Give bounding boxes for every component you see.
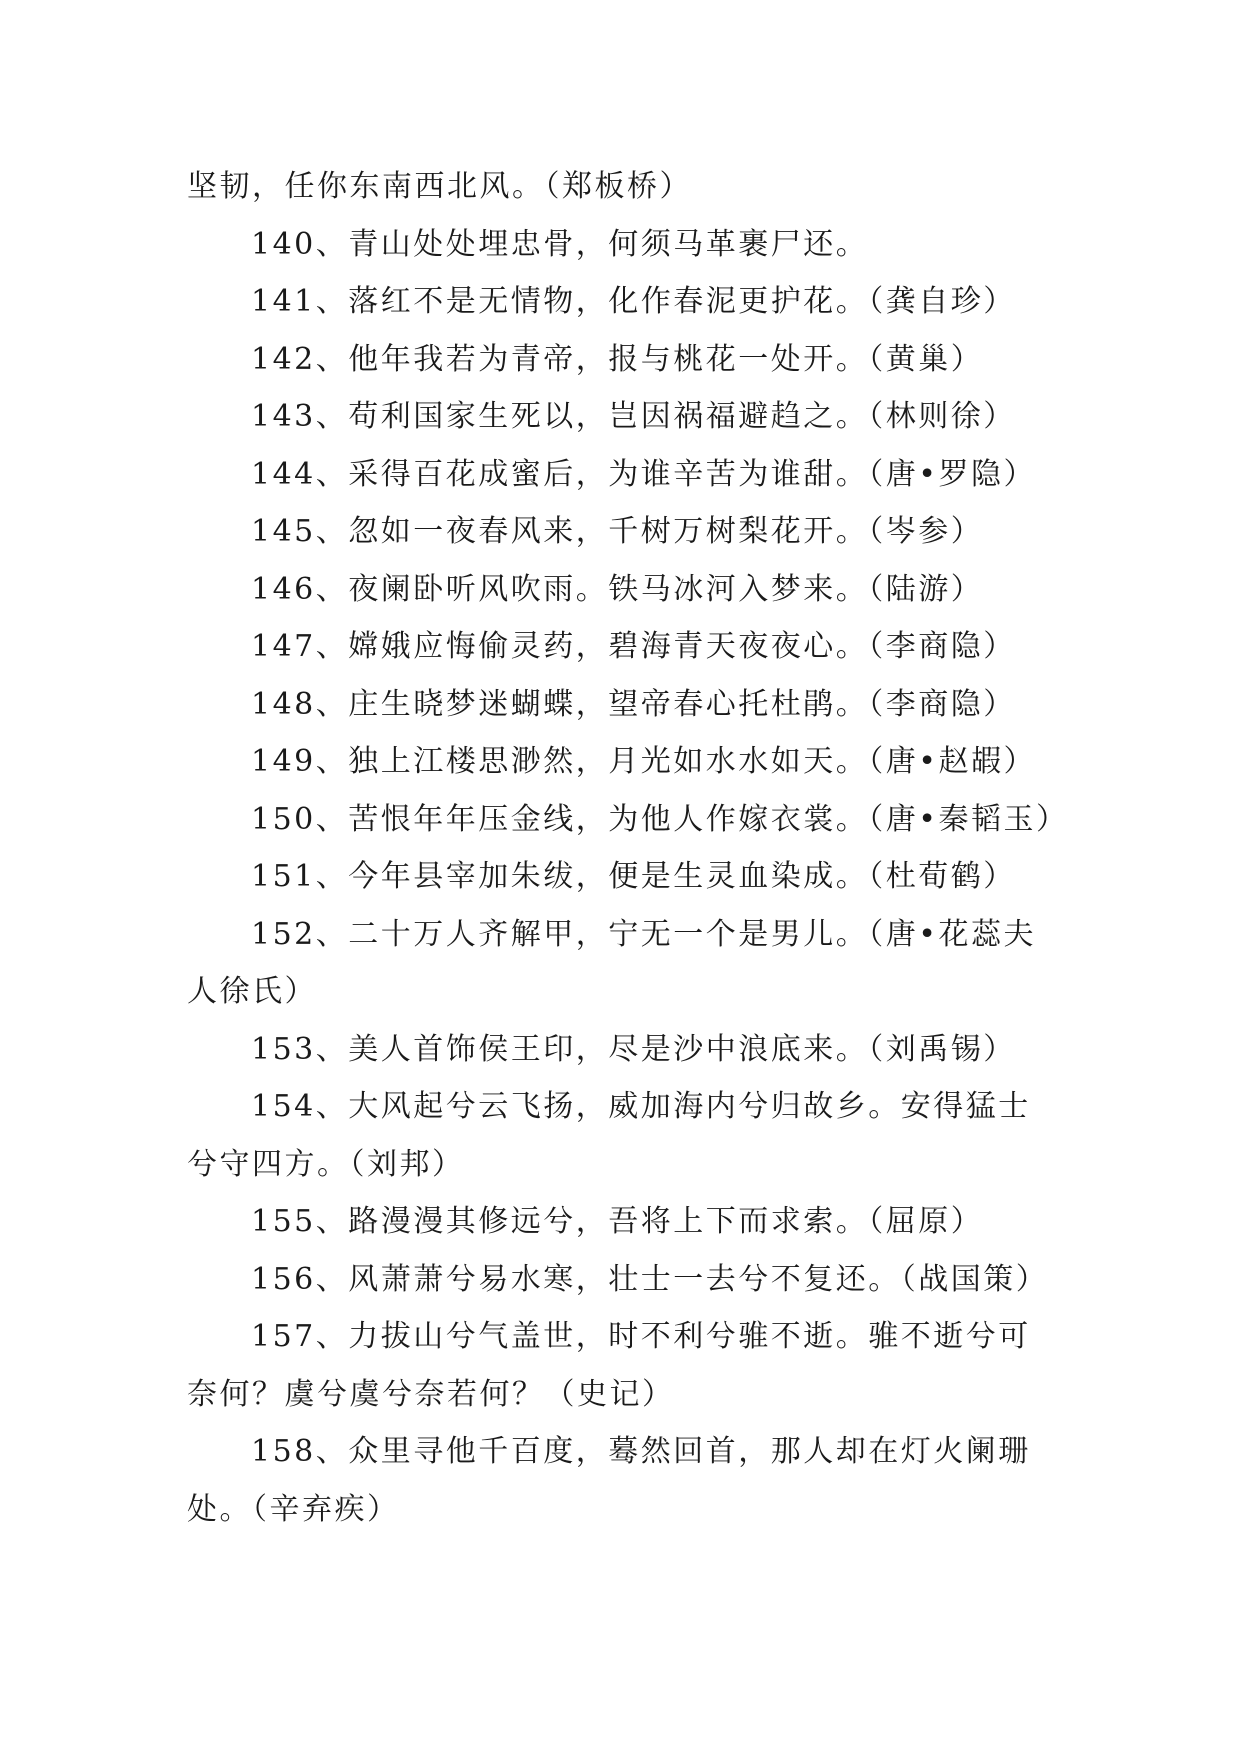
quote-item-148: 148、庄生晓梦迷蝴蝶，望帝春心托杜鹃。（李商隐） xyxy=(251,686,1016,722)
quote-item-143: 143、苟利国家生死以，岂因祸福避趋之。（林则徐） xyxy=(251,399,1016,434)
quote-item-145: 145、忽如一夜春风来，千树万树梨花开。（岑参） xyxy=(251,514,984,549)
paragraph-continuation: 坚韧，任你东南西北风。（郑板桥） xyxy=(187,169,692,204)
quote-item-142: 142、他年我若为青帝，报与桃花一处开。（黄巢） xyxy=(251,341,984,377)
quote-item-156: 156、风萧萧兮易水寒，壮士一去兮不复还。（战国策） xyxy=(251,1261,1049,1297)
quote-item-155: 155、路漫漫其修远兮，吾将上下而求索。（屈原） xyxy=(251,1204,984,1239)
quote-item-150: 150、苦恨年年压金线，为他人作嫁衣裳。（唐•秦韬玉） xyxy=(251,801,1069,837)
quote-item-152: 152、二十万人齐解甲，宁无一个是男儿。（唐•花蕊夫人徐氏） xyxy=(187,916,1036,1009)
quote-item-154: 154、大风起兮云飞扬，威加海内兮归故乡。安得猛士兮守四方。（刘邦） xyxy=(187,1089,1031,1182)
quote-item-153: 153、美人首饰侯王印，尽是沙中浪底来。（刘禹锡） xyxy=(251,1031,1016,1067)
quote-item-147: 147、嫦娥应悔偷灵药，碧海青天夜夜心。（李商隐） xyxy=(251,629,1016,664)
quote-item-158: 158、众里寻他千百度，蓦然回首，那人却在灯火阑珊处。（辛弃疾） xyxy=(187,1434,1031,1527)
quote-item-141: 141、落红不是无情物，化作春泥更护花。（龚自珍） xyxy=(251,284,1016,319)
quote-item-149: 149、独上江楼思渺然，月光如水水如天。（唐•赵嘏） xyxy=(251,744,1036,779)
document-body xyxy=(187,158,1069,1538)
quote-item-157: 157、力拔山兮气盖世，时不利兮骓不逝。骓不逝兮可奈何？虞兮虞兮奈若何？（史记） xyxy=(187,1319,1031,1412)
quote-item-151: 151、今年县宰加朱绂，便是生灵血染成。（杜荀鹤） xyxy=(251,859,1016,894)
quote-item-146: 146、夜阑卧听风吹雨。铁马冰河入梦来。（陆游） xyxy=(251,571,984,607)
quote-item-140: 140、青山处处埋忠骨，何须马革裹尸还。 xyxy=(251,226,869,262)
quote-item-144: 144、采得百花成蜜后，为谁辛苦为谁甜。（唐•罗隐） xyxy=(251,456,1036,492)
